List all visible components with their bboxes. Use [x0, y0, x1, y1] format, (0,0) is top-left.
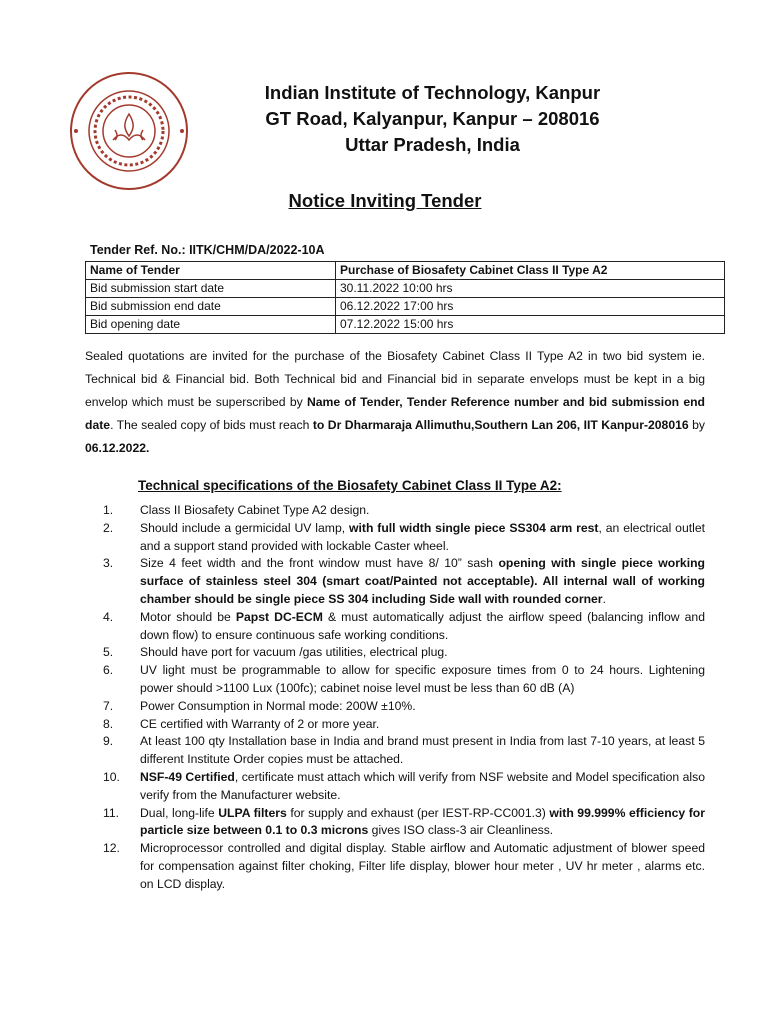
header-line: Indian Institute of Technology, Kanpur: [264, 82, 601, 103]
spec-text: Motor should be: [140, 609, 236, 624]
paragraph-segment: Sealed quotations are invited for the purchase of the Biosafety Cabinet Class II Type A2 in two bid system ie. Technical bid & Financial bid. Both Technical bid and Financial bid in separate envelops must be kept in a big envelop which must be superscribed by: [85, 349, 705, 409]
spec-text: Should include a germicidal UV lamp,: [140, 520, 350, 535]
spec-number: 9.: [103, 734, 114, 749]
spec-number: 6.: [103, 663, 114, 678]
spec-text: with full width single piece SS304 arm rest: [349, 520, 599, 535]
spec-text: opening with single piece working surface of stainless steel 304 (smart coat/Painted not acceptable). All internal wall of working chamber should be single piece SS 304 including Side wall with rounded corner: [140, 556, 705, 606]
spec-item: [103, 520, 705, 556]
table-row: [86, 262, 725, 280]
spec-item: [103, 698, 705, 716]
spec-item: [103, 805, 705, 841]
spec-number: 1.: [103, 503, 114, 517]
spec-text: & must automatically adjust the airflow speed (balancing inflow and down flow) to ensure continuous safe working conditions.: [140, 609, 705, 642]
spec-text: NSF-49 Certified: [140, 769, 235, 784]
paragraph-segment: 06.12.2022.: [85, 441, 150, 455]
spec-item: [103, 840, 705, 893]
spec-text: for supply and exhaust (per IEST-RP-CC001.3): [286, 805, 550, 820]
spec-number: 11.: [103, 805, 120, 820]
spec-number: 12.: [103, 841, 120, 856]
spec-item: [103, 609, 705, 645]
header-line: GT Road, Kalyanpur, Kanpur – 208016: [265, 108, 600, 129]
spec-text: Class II Biosafety Cabinet Type A2 design.: [140, 503, 370, 517]
table-cell: 06.12.2022 17:00 hrs: [336, 298, 725, 316]
notice-title-text: Notice Inviting Tender: [288, 190, 482, 211]
spec-text: Power Consumption in Normal mode: 200W ±10%.: [140, 698, 416, 713]
spec-item: [103, 716, 705, 734]
table-cell: Purchase of Biosafety Cabinet Class II Type A2: [336, 262, 725, 280]
spec-text: gives ISO class-3 air Cleanliness.: [368, 823, 554, 838]
spec-number: 3.: [103, 556, 114, 571]
table-row: [86, 298, 725, 316]
spec-text: .: [602, 591, 606, 606]
tender-info-table: [85, 261, 725, 334]
iit-kanpur-logo: [68, 70, 190, 192]
table-cell: 30.11.2022 10:00 hrs: [336, 280, 725, 298]
header-line: Uttar Pradesh, India: [345, 134, 520, 155]
tender-ref: Tender Ref. No.: IITK/CHM/DA/2022-10A: [90, 243, 325, 257]
spec-text: , certificate must attach which will verify from NSF website and Model specification also verify from the Manufacturer website.: [140, 769, 705, 802]
spec-text: At least 100 qty Installation base in India and brand must present in India from last 7-10 years, at least 5 different Institute Order copies must be attached.: [140, 734, 705, 767]
spec-text: ULPA filters: [218, 805, 287, 820]
spec-number: 10.: [103, 769, 120, 784]
spec-text: with 99.999% efficiency for particle size between 0.1 to 0.3 microns: [140, 805, 705, 838]
spec-text: , an electrical outlet and a support stand provided with lockable Caster wheel.: [140, 520, 705, 553]
spec-text: Microprocessor controlled and digital display. Stable airflow and Automatic adjustment of blower speed for compensation against filter choking, Filter life display, blower hour meter , UV hr meter , alarms etc. on LCD display.: [140, 841, 705, 891]
spec-text: Size 4 feet width and the front window must have 8/ 10” sash: [140, 556, 499, 571]
spec-text: Papst DC-ECM: [235, 609, 323, 624]
table-cell: Name of Tender: [86, 262, 336, 280]
spec-number: 2.: [103, 520, 114, 535]
spec-number: 8.: [103, 716, 114, 731]
paragraph-segment: to Dr Dharmaraja Allimuthu,Southern Lan 206, IIT Kanpur-208016: [312, 418, 689, 432]
spec-number: 7.: [103, 698, 114, 713]
paragraph-segment: . The sealed copy of bids must reach: [110, 418, 313, 432]
spec-text: CE certified with Warranty of 2 or more year.: [140, 716, 380, 731]
intro-paragraph: [85, 345, 705, 460]
paragraph-segment: Name of Tender, Tender Reference number and bid submission end date: [85, 395, 705, 432]
table-cell: Bid submission start date: [86, 280, 336, 298]
table-row: [86, 280, 725, 298]
spec-item: [103, 644, 705, 662]
table-cell: 07.12.2022 15:00 hrs: [336, 316, 725, 334]
institute-header: [200, 80, 665, 158]
spec-item: [103, 555, 705, 608]
spec-item: [103, 662, 705, 698]
table-cell: Bid opening date: [86, 316, 336, 334]
spec-number: 4.: [103, 609, 114, 624]
paragraph-segment: by: [688, 418, 705, 432]
spec-number: 5.: [103, 645, 114, 660]
spec-item: [103, 769, 705, 805]
spec-list: [103, 502, 705, 894]
spec-text: Should have port for vacuum /gas utilities, electrical plug.: [140, 645, 448, 660]
spec-text: Dual, long-life: [140, 805, 219, 820]
table-cell: Bid submission end date: [86, 298, 336, 316]
spec-heading: Technical specifications of the Biosafety Cabinet Class II Type A2:: [138, 478, 562, 493]
spec-item: [103, 502, 705, 520]
notice-title: [0, 190, 770, 212]
spec-text: UV light must be programmable to allow for specific exposure times from 0 to 24 hours. Lightening power should >1100 Lux (100fc); cabinet noise level must be less than 60 dB (A): [140, 663, 705, 695]
table-row: [86, 316, 725, 334]
spec-item: [103, 733, 705, 769]
